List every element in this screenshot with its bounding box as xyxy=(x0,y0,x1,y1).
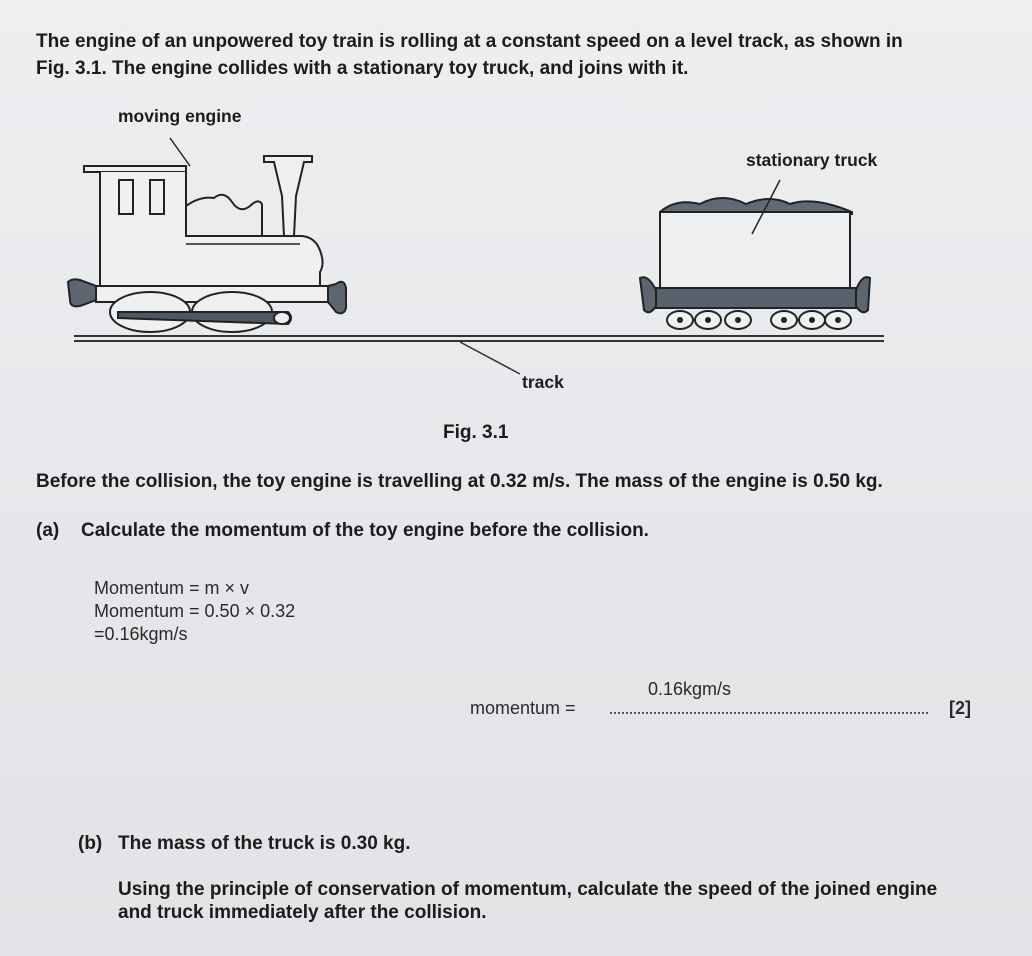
label-track: track xyxy=(522,372,564,392)
marks-a: [2] xyxy=(949,698,971,718)
answer-value: 0.16kgm/s xyxy=(648,679,732,699)
label-stationary-truck: stationary truck xyxy=(746,150,878,170)
part-b-line-1: The mass of the truck is 0.30 kg. xyxy=(118,833,411,854)
engine-drawing xyxy=(68,138,346,332)
answer-label: momentum = xyxy=(470,698,576,718)
part-a-label: (a) xyxy=(36,520,60,541)
label-moving-engine: moving engine xyxy=(118,106,242,126)
truck-drawing xyxy=(640,180,870,329)
context-text: Before the collision, the toy engine is travelling at 0.32 m/s. The mass of the engine is 0.50 kg. xyxy=(36,471,883,492)
intro-line-2: Fig. 3.1. The engine collides with a stationary toy truck, and joins with it. xyxy=(36,58,689,79)
part-b-label: (b) xyxy=(78,833,103,854)
working-line-1: Momentum = m × v xyxy=(94,578,250,598)
working-line-3: =0.16kgm/s xyxy=(94,624,188,644)
part-a-question: Calculate the momentum of the toy engine before the collision. xyxy=(81,520,649,541)
track-drawing xyxy=(74,336,884,374)
intro-line-1: The engine of an unpowered toy train is rolling at a constant speed on a level track, as shown in xyxy=(36,31,903,52)
answer-line xyxy=(610,712,928,714)
figure-caption: Fig. 3.1 xyxy=(443,422,509,443)
train-diagram xyxy=(0,0,1032,460)
part-b-line-2: Using the principle of conservation of momentum, calculate the speed of the joined engine xyxy=(118,879,938,900)
part-b-line-3: and truck immediately after the collision. xyxy=(118,902,487,923)
working-line-2: Momentum = 0.50 × 0.32 xyxy=(94,601,296,621)
